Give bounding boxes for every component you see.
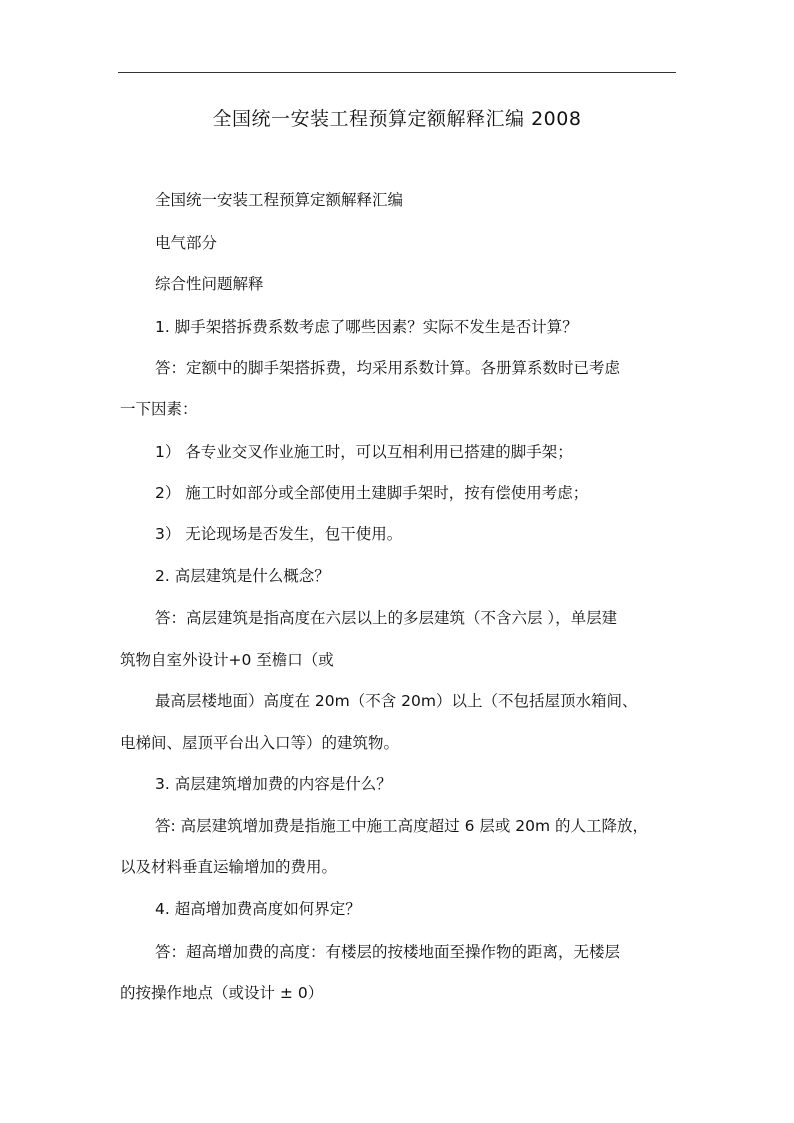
page-title: 全国统一安装工程预算定额解释汇编 2008	[212, 108, 582, 130]
list-item-1: 1） 各专业交叉作业施工时，可以互相利用已搭建的脚手架；	[155, 443, 573, 461]
question-1: 1. 脚手架搭拆费系数考虑了哪些因素？实际不发生是否计算？	[155, 318, 578, 336]
header-rule	[118, 72, 676, 73]
answer-3-cont: 以及材料垂直运输增加的费用。	[120, 858, 338, 876]
answer-2-cont-3: 电梯间、屋顶平台出入口等）的建筑物。	[120, 734, 400, 752]
answer-1: 答：定额中的脚手架搭拆费，均采用系数计算。各册算系数时已考虑	[155, 359, 621, 377]
section-label: 电气部分	[155, 234, 218, 252]
question-4: 4. 超高增加费高度如何界定？	[155, 900, 361, 918]
list-item-2: 2） 施工时如部分或全部使用土建脚手架时，按有偿使用考虑；	[155, 484, 589, 502]
doc-heading: 全国统一安装工程预算定额解释汇编	[155, 191, 404, 209]
answer-2: 答：高层建筑是指高度在六层以上的多层建筑（不含六层 ），单层建	[155, 609, 618, 627]
answer-2-cont-2: 最高层楼地面）高度在 20m（不含 20m）以上（不包括屋顶水箱间、	[155, 692, 638, 710]
answer-1-cont: 一下因素：	[120, 400, 198, 418]
answer-3: 答: 高层建筑增加费是指施工中施工高度超过 6 层或 20m 的人工降放，	[155, 817, 649, 835]
answer-4: 答：超高增加费的高度：有楼层的按楼地面至操作物的距离，无楼层	[155, 943, 621, 961]
question-2: 2. 高层建筑是什么概念？	[155, 567, 330, 585]
list-item-3: 3） 无论现场是否发生，包干使用。	[155, 525, 403, 543]
answer-2-cont: 筑物自室外设计+0 至檐口（或	[120, 651, 334, 669]
subsection-label: 综合性问题解释	[155, 275, 264, 293]
question-3: 3. 高层建筑增加费的内容是什么？	[155, 775, 392, 793]
answer-4-cont: 的按操作地点（或设计 ± 0）	[120, 984, 324, 1002]
